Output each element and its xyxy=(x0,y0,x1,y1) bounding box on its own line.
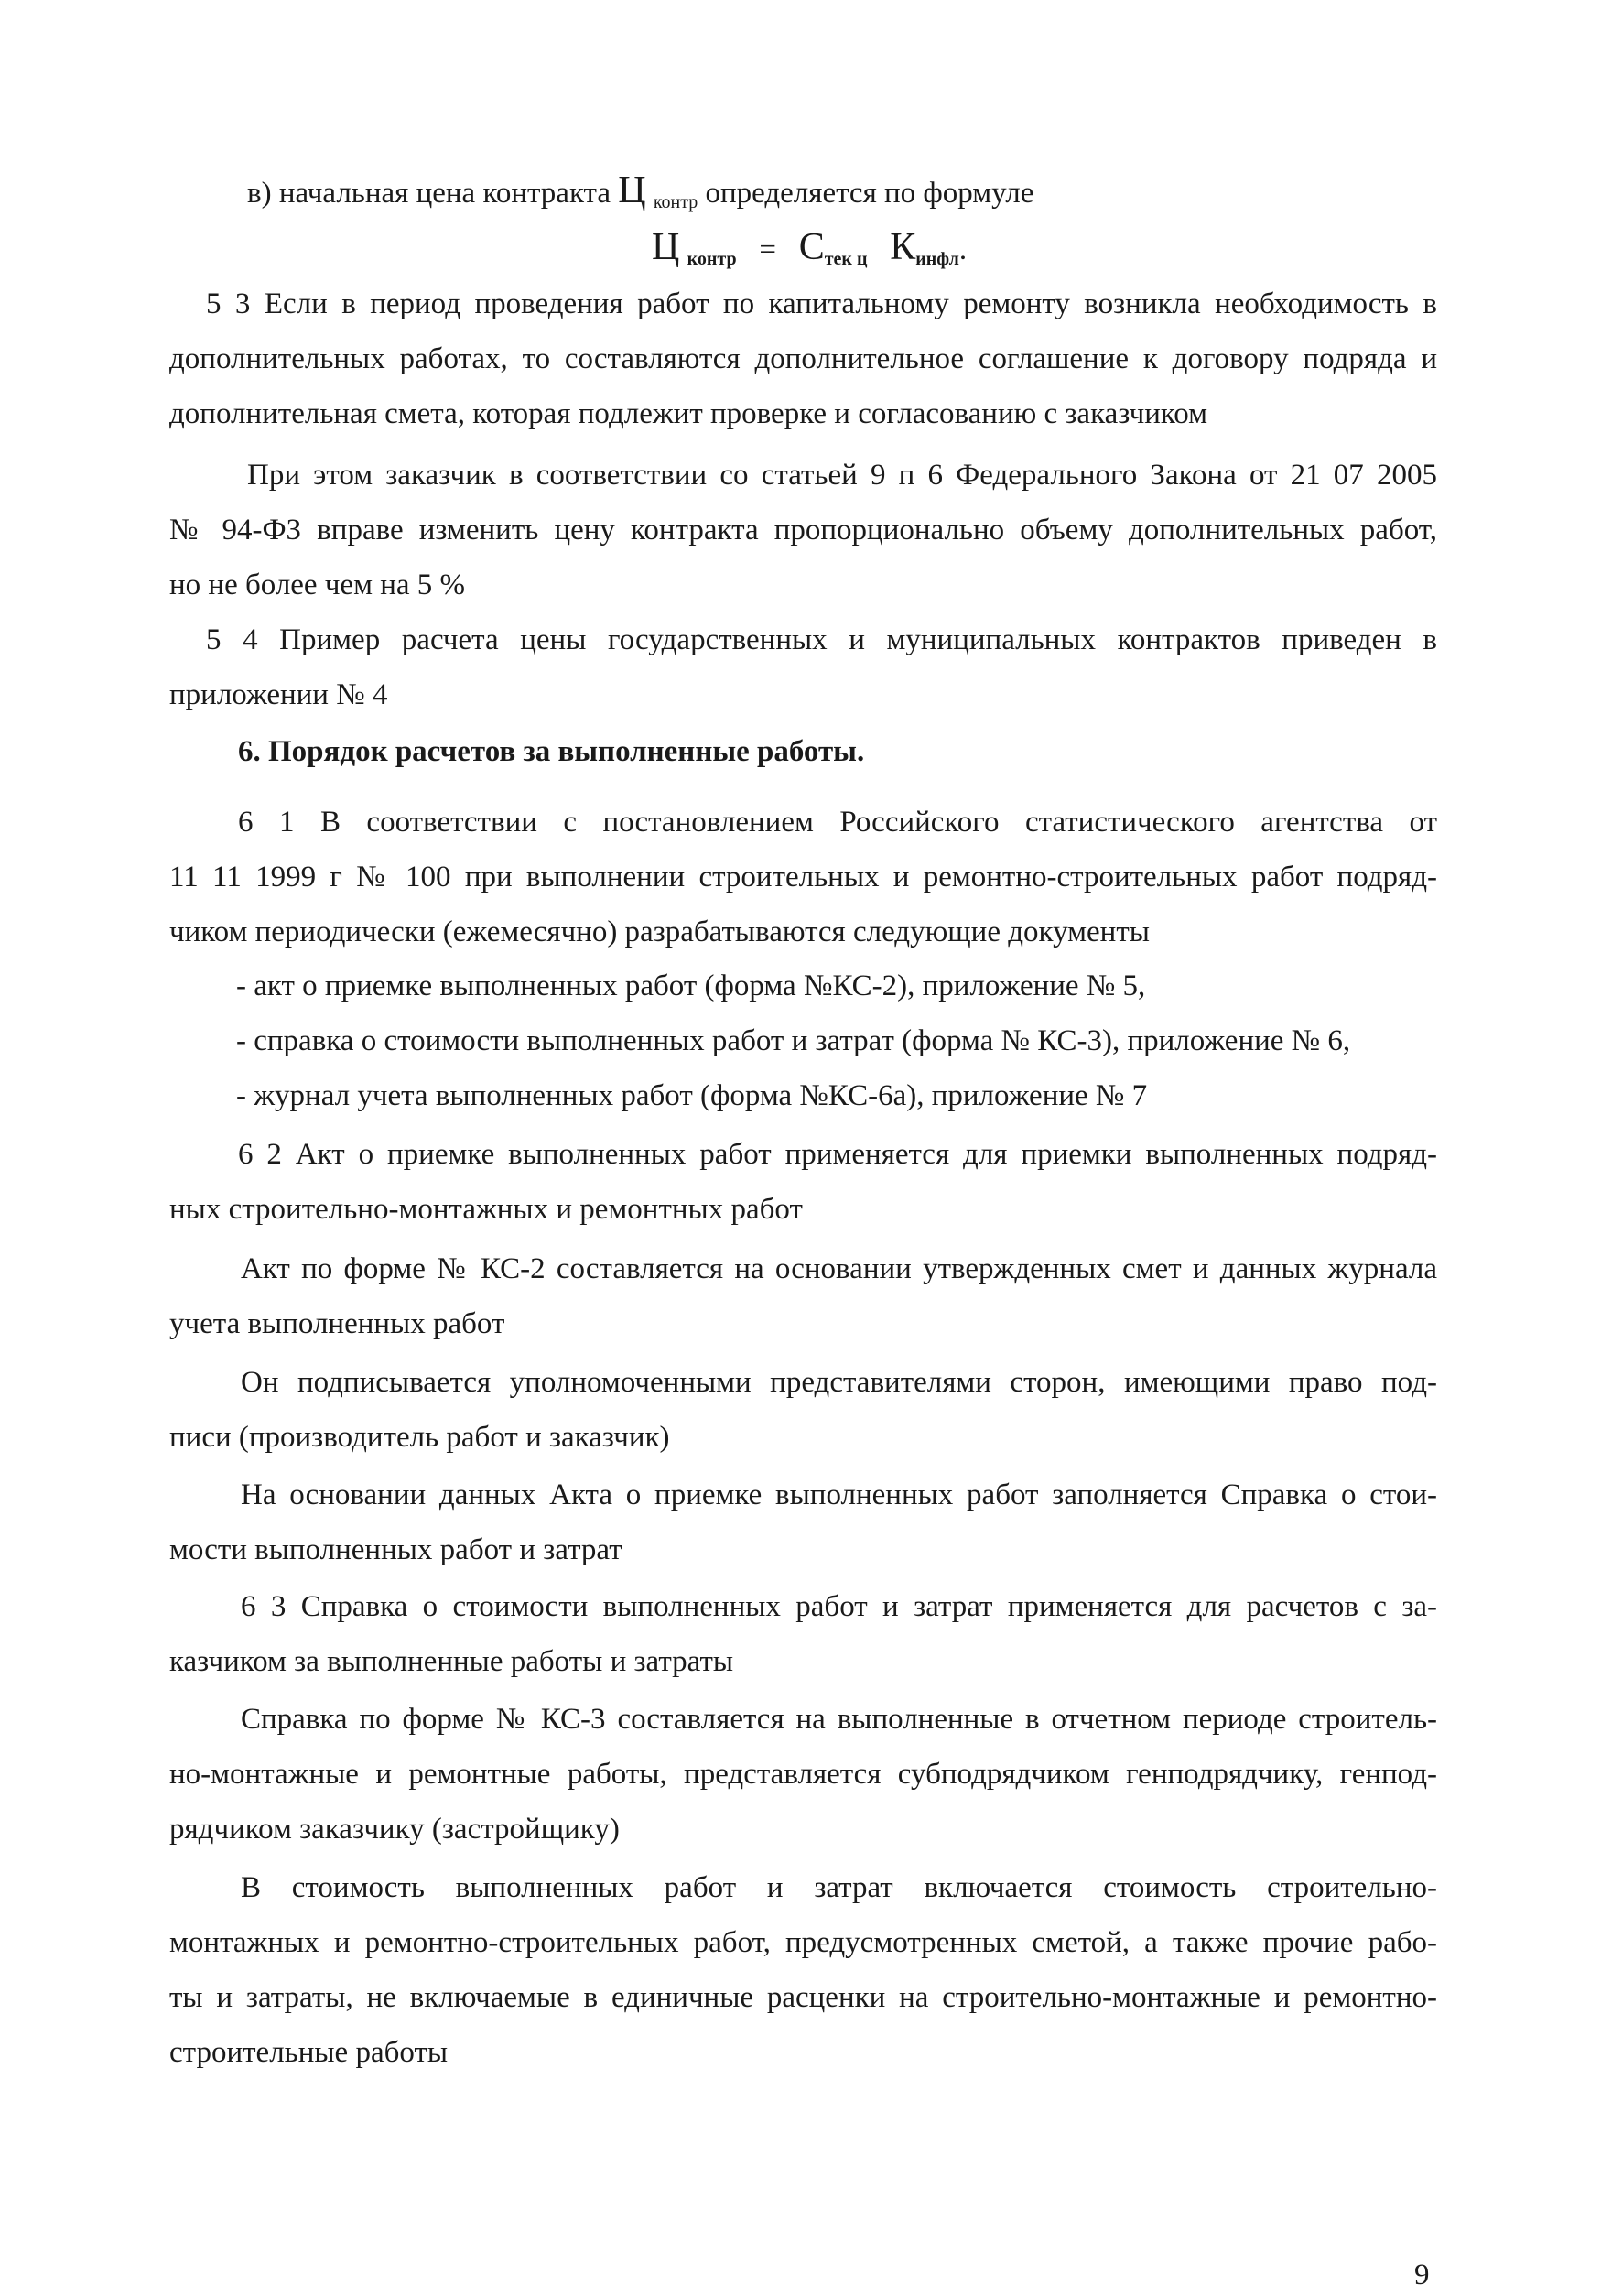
formula-lhs-sub: контр xyxy=(687,249,737,269)
text-line: ты и затраты, не включаемые в единичные расценки на строительно-монтажные и ремонтно- xyxy=(169,1981,1437,2014)
text-line: но-монтажные и ремонтные работы, представляется субподрядчиком генподрядчику, генпод- xyxy=(169,1758,1437,1791)
text-line: При этом заказчик в соответствии со статьей 9 п 6 Федерального Закона от 21 07 2005 xyxy=(247,459,1437,492)
list-item: - справка о стоимости выполненных работ и затрат (форма № КС-3), приложение № 6, xyxy=(236,1024,1351,1057)
text-line: мости выполненных работ и затрат xyxy=(169,1533,622,1566)
formula-intro-line xyxy=(247,169,1529,221)
formula-term1: С xyxy=(798,226,825,268)
text-line: 6 3 Справка о стоимости выполненных работ и затрат применяется для расчетов с за- xyxy=(241,1590,1437,1623)
text-line: № 94-ФЗ вправе изменить цену контракта пропорционально объему дополнительных работ, xyxy=(169,514,1437,547)
formula-end: . xyxy=(958,233,968,266)
text-line: 5 4 Пример расчета цены государственных и муниципальных контрактов приведен в xyxy=(206,623,1437,656)
text-line: дополнительная смета, которая подлежит проверке и согласованию с заказчиком xyxy=(169,397,1208,430)
text-line: рядчиком заказчику (застройщику) xyxy=(169,1813,620,1846)
text-line: 6 2 Акт о приемке выполненных работ применяется для приемки выполненных подряд- xyxy=(238,1138,1437,1171)
text-line: учета выполненных работ xyxy=(169,1307,505,1340)
formula-term2: К xyxy=(890,226,916,268)
section-heading: 6. Порядок расчетов за выполненные работы. xyxy=(238,735,865,768)
list-item: - акт о приемке выполненных работ (форма №КС-2), приложение № 5, xyxy=(236,969,1146,1002)
formula-intro-subscript: контр xyxy=(653,192,698,212)
text-line: монтажных и ремонтно-строительных работ, предусмотренных сметой, а также прочие рабо- xyxy=(169,1926,1437,1959)
text-line: чиком периодически (ежемесячно) разрабатываются следующие документы xyxy=(169,915,1150,948)
text-line: Он подписывается уполномоченными представителями сторон, имеющими право под- xyxy=(241,1366,1437,1399)
text-line: Акт по форме № КС-2 составляется на основании утвержденных смет и данных журнала xyxy=(241,1252,1437,1285)
formula-term2-sub: инфл xyxy=(915,249,959,269)
formula-intro-tail: определяется по формуле xyxy=(698,177,1034,210)
text-line: казчиком за выполненные работы и затраты xyxy=(169,1645,734,1678)
text-line: но не более чем на 5 % xyxy=(169,569,466,601)
text-line: приложении № 4 xyxy=(169,678,388,711)
price-formula xyxy=(652,226,968,277)
text-line: 6 1 В соответствии с постановлением Российского статистического агентства от xyxy=(238,806,1437,839)
page-number: 9 xyxy=(1414,2258,1430,2291)
text-line: Справка по форме № КС-3 составляется на выполненные в отчетном периоде строитель- xyxy=(241,1703,1437,1736)
text-line: ных строительно-монтажных и ремонтных работ xyxy=(169,1193,803,1226)
text-line: В стоимость выполненных работ и затрат включается стоимость строительно- xyxy=(241,1871,1437,1904)
formula-intro-symbol: Ц xyxy=(618,169,646,211)
text-line: писи (производитель работ и заказчик) xyxy=(169,1421,670,1454)
text-line: 11 11 1999 г № 100 при выполнении строительных и ремонтно-строительных работ подряд- xyxy=(169,861,1437,893)
text-line: строительные работы xyxy=(169,2036,449,2069)
text-line: На основании данных Акта о приемке выполненных работ заполняется Справка о стои- xyxy=(241,1478,1437,1511)
formula-term1-sub: тек ц xyxy=(824,249,868,269)
formula-equals: = xyxy=(759,233,776,266)
text-line: 5 3 Если в период проведения работ по капитальному ремонту возникла необходимость в xyxy=(206,287,1437,320)
text-line: дополнительных работах, то составляются дополнительное соглашение к договору подряда и xyxy=(169,342,1437,375)
formula-intro-text: в) начальная цена контракта xyxy=(247,177,619,210)
formula-lhs: Ц xyxy=(652,226,680,268)
list-item: - журнал учета выполненных работ (форма №КС-6а), приложение № 7 xyxy=(236,1079,1148,1112)
